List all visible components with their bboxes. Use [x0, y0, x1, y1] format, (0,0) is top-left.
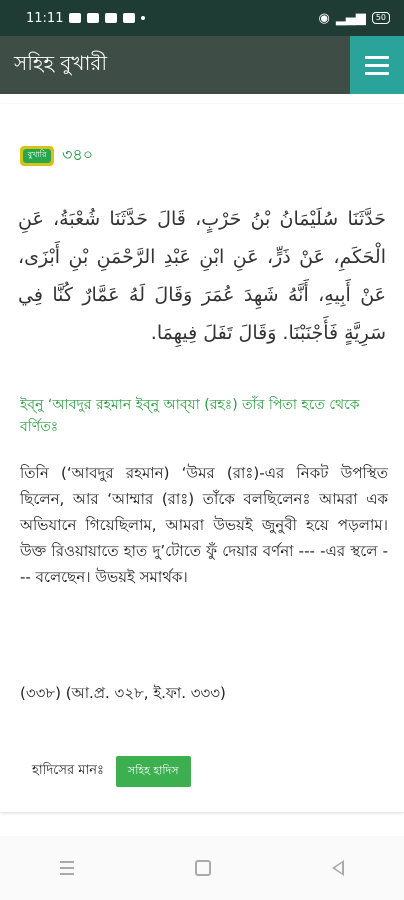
narrator-text: ইব্‌নু ‘আবদুর রহমান ইব্‌নু আব্‌যা (রহঃ) তাঁর পিতা হতে থেকে বর্ণিতঃ	[20, 397, 360, 435]
system-nav-bar	[0, 836, 404, 900]
grade-badge: সহিহ হাদিস	[116, 756, 191, 787]
status-right	[318, 11, 390, 26]
notification-icon	[69, 13, 81, 23]
status-left	[26, 11, 145, 26]
status-time: 11:11	[26, 10, 64, 26]
hadith-card	[0, 104, 404, 812]
home-icon[interactable]	[195, 860, 211, 876]
youtube-icon	[87, 13, 99, 23]
app-title: সহিহ বুখারী	[14, 50, 108, 75]
hadith-number: ৩৪০	[62, 145, 94, 164]
grade-row	[32, 756, 191, 787]
recents-icon[interactable]	[60, 861, 74, 875]
translation-text: তিনি (‘আবদুর রহমান) ‘উমর (রাঃ)-এর নিকট উপস্থিত ছিলেন, আর ‘আম্মার (রাঃ) তাঁকে বলছিলেনঃ আমরা এক অভিযানে গিয়েছিলাম, আমরা উভয়ই জুনুবী হয়ে পড়লাম। উক্ত রিওয়ায়াতে হাত দু’টোতে ফুঁ দেয়ার বর্ণনা --- -এর স্থলে --- বলেছেন। উভয়ই সমার্থক।	[20, 464, 388, 586]
hamburger-icon	[365, 56, 389, 75]
back-icon[interactable]	[332, 860, 344, 876]
wifi-icon: ◉	[318, 10, 330, 26]
arabic-text: حَدَّثَنَا سُلَيْمَانُ بْنُ حَرْبٍ، قَالَ حَدَّثَنَا شُعْبَةُ، عَنِ الْحَكَمِ، عَنْ ذَرٍّ، عَنِ ابْنِ عَبْدِ الرَّحْمَنِ بْنِ أَبْزَى، عَنْ أَبِيهِ، أَنَّهُ شَهِدَ عُمَرَ وَقَالَ لَهُ عَمَّارٌ كُنَّا فِي سَرِيَّةٍ فَأَجْنَبْنَا‏.‏ وَقَالَ تَفَلَ فِيهِمَا‏.‏	[18, 208, 386, 344]
menu-button[interactable]	[350, 36, 404, 94]
badge-text: বুখারি	[23, 149, 51, 163]
signal-icon: ▂▄▆	[335, 10, 366, 26]
gallery-icon	[123, 13, 135, 23]
hadith-header	[20, 142, 93, 169]
bukhari-badge-icon	[20, 146, 54, 166]
mail-icon	[105, 13, 117, 23]
app-bar	[0, 36, 404, 94]
grade-label: হাদিসের মানঃ	[32, 763, 104, 778]
status-bar	[0, 0, 404, 36]
more-notifications-icon	[141, 16, 145, 20]
battery-icon: 50	[372, 12, 390, 24]
reference-text: (৩৩৮) (আ.প্র. ৩২৮, ই.ফা. ৩৩৩)	[20, 684, 226, 702]
